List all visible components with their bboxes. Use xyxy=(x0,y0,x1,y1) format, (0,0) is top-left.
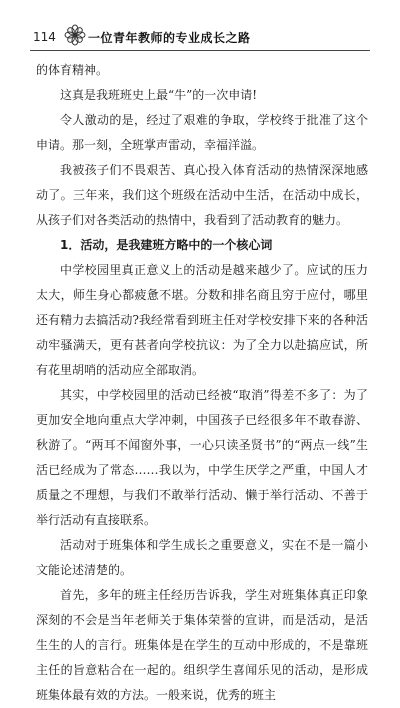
paragraph-5: 中学校园里真正意义上的活动是越来越少了。应试的压力太大，师生身心都疲惫不堪。分数和排名商且穷于应付，哪里还有精力去搞活动?我经常看到班主任对学校安排下来的各种活动牢骚满天，更有甚者向学校抗议：为了全力以赴搞应试，所有花里胡哨的活动应全部取消。 xyxy=(36,263,368,377)
flower-icon xyxy=(64,24,86,46)
running-header xyxy=(0,0,400,50)
paragraph-2: 这真是我班班史上最“牛”的一次申请! xyxy=(60,88,258,102)
paragraph-8: 首先，多年的班主任经历告诉我，学生对班集体真正印象深刻的不会是当年老师关于集体荣誉的宣讲，而是活动，是活生生的人的言行。班集体是在学生的互动中形成的，不是靠班主任的旨意粘合在一起的。组织学生喜闻乐见的活动，是形成班集体最有效的方法。一般来说，优秀的班主 xyxy=(36,588,368,702)
paragraph-6: 其实，中学校园里的活动已经被“取消”得差不多了：为了更加安全地向重点大学冲刺，中国孩子已经很多年不敢春游、秋游了。“两耳不闻窗外事，一心只读圣贤书”的“两点一线”生活已经成为了常态……我以为，中学生厌学之严重，中国人才质量之不理想，与我们不敢举行活动、懒于举行活动、不善于举行活动有直接联系。 xyxy=(36,388,368,527)
running-title: 一位青年教师的专业成长之路 xyxy=(88,31,251,45)
section-heading: 1．活动，是我建班方略中的一个核心词 xyxy=(60,238,273,252)
paragraph-7: 活动对于班集体和学生成长之重要意义，实在不是一篇小文能论述清楚的。 xyxy=(36,538,368,577)
paragraph-3: 令人激动的是，经过了艰难的争取，学校终于批准了这个申请。那一刻，全班掌声雷动，幸福洋溢。 xyxy=(36,113,368,152)
header-rule xyxy=(30,50,370,51)
page-number: 114 xyxy=(33,30,56,44)
paragraph-1: 的体育精神。 xyxy=(36,63,109,77)
page-body xyxy=(36,58,368,708)
paragraph-4: 我被孩子们不畏艰苦、真心投入体育活动的热情深深地感动了。三年来，我们这个班级在活动中生活，在活动中成长，从孩子们对各类活动的热情中，我看到了活动教育的魅力。 xyxy=(36,163,368,227)
